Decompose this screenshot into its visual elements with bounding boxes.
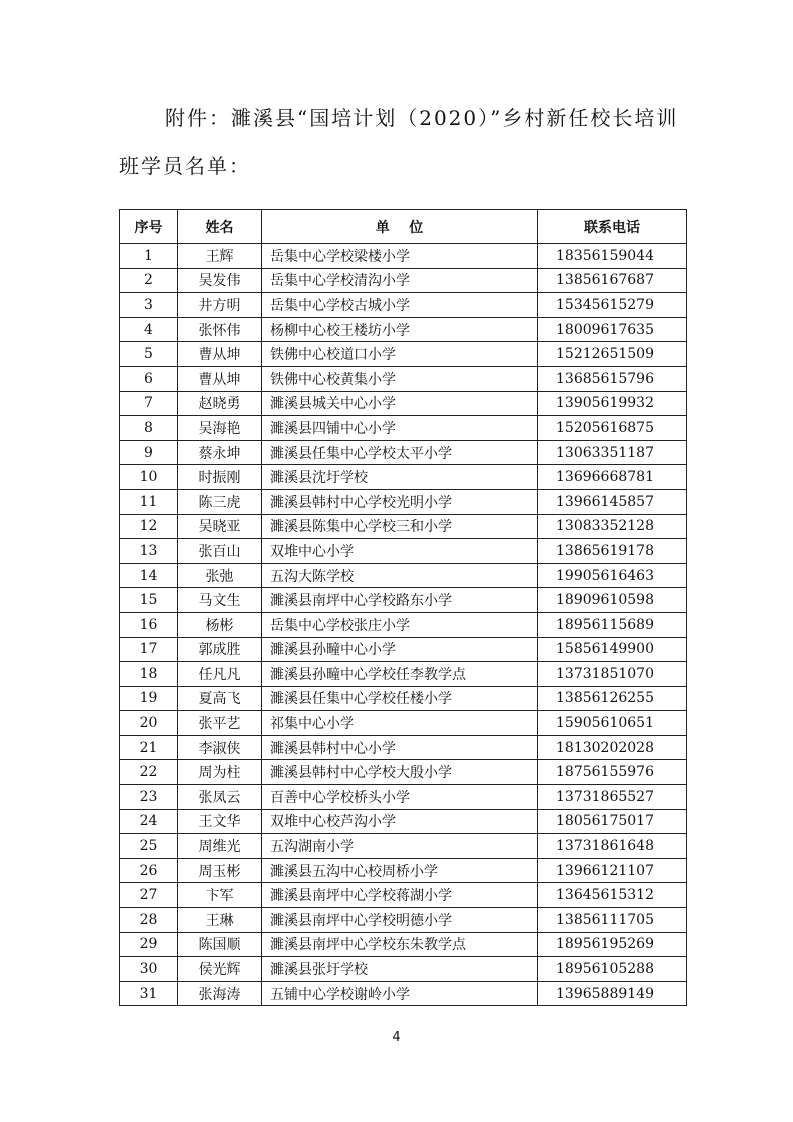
row-unit: 濉溪县南坪中心学校东朱教学点 <box>262 932 538 957</box>
row-phone: 13685615796 <box>538 366 687 391</box>
row-phone: 18056175017 <box>538 809 687 834</box>
title-line-2: 班学员名单： <box>119 154 251 178</box>
row-phone: 15345615279 <box>538 293 687 318</box>
table-row <box>120 317 687 342</box>
row-name: 周为柱 <box>178 760 262 785</box>
trainee-roster-table <box>119 209 687 1006</box>
row-name: 王琳 <box>178 908 262 933</box>
row-serial: 11 <box>120 489 178 514</box>
table-row <box>120 391 687 416</box>
row-name: 陈国顺 <box>178 932 262 957</box>
row-unit: 濉溪县城关中心小学 <box>262 391 538 416</box>
row-name: 周玉彬 <box>178 858 262 883</box>
row-unit: 祁集中心小学 <box>262 711 538 736</box>
header-name: 姓名 <box>178 210 262 244</box>
row-unit: 濉溪县韩村中心小学 <box>262 735 538 760</box>
table-row <box>120 563 687 588</box>
row-name: 王辉 <box>178 244 262 269</box>
row-phone: 13731861648 <box>538 834 687 859</box>
table-row <box>120 588 687 613</box>
row-serial: 24 <box>120 809 178 834</box>
row-serial: 8 <box>120 416 178 441</box>
table-row <box>120 612 687 637</box>
row-phone: 13731851070 <box>538 662 687 687</box>
table-row <box>120 539 687 564</box>
row-name: 任凡凡 <box>178 662 262 687</box>
row-phone: 13083352128 <box>538 514 687 539</box>
row-name: 夏高飞 <box>178 686 262 711</box>
row-serial: 30 <box>120 957 178 982</box>
row-serial: 28 <box>120 908 178 933</box>
row-unit: 濉溪县南坪中心学校路东小学 <box>262 588 538 613</box>
table-row <box>120 293 687 318</box>
row-name: 杨彬 <box>178 612 262 637</box>
header-unit: 单 位 <box>262 210 538 244</box>
header-phone: 联系电话 <box>538 210 687 244</box>
row-unit: 五沟大陈学校 <box>262 563 538 588</box>
row-phone: 15205616875 <box>538 416 687 441</box>
row-serial: 29 <box>120 932 178 957</box>
row-unit: 濉溪县沈圩学校 <box>262 465 538 490</box>
row-serial: 17 <box>120 637 178 662</box>
row-serial: 1 <box>120 244 178 269</box>
table-header-row <box>120 210 687 244</box>
row-unit: 濉溪县韩村中心学校大殷小学 <box>262 760 538 785</box>
table-row <box>120 908 687 933</box>
row-serial: 7 <box>120 391 178 416</box>
row-unit: 濉溪县孙疃中心小学 <box>262 637 538 662</box>
row-serial: 26 <box>120 858 178 883</box>
row-phone: 15905610651 <box>538 711 687 736</box>
table-row <box>120 883 687 908</box>
row-unit: 百善中心学校桥头小学 <box>262 785 538 810</box>
row-phone: 13965889149 <box>538 981 687 1006</box>
table-row <box>120 465 687 490</box>
row-serial: 5 <box>120 342 178 367</box>
row-phone: 13731865527 <box>538 785 687 810</box>
table-row <box>120 637 687 662</box>
row-serial: 15 <box>120 588 178 613</box>
row-serial: 22 <box>120 760 178 785</box>
table-row <box>120 489 687 514</box>
row-phone: 18956105288 <box>538 957 687 982</box>
table-row <box>120 858 687 883</box>
row-name: 马文生 <box>178 588 262 613</box>
row-serial: 18 <box>120 662 178 687</box>
table-row <box>120 686 687 711</box>
row-unit: 铁佛中心校黄集小学 <box>262 366 538 391</box>
row-phone: 18756155976 <box>538 760 687 785</box>
row-unit: 濉溪县孙疃中心学校任李教学点 <box>262 662 538 687</box>
row-name: 陈三虎 <box>178 489 262 514</box>
row-serial: 3 <box>120 293 178 318</box>
row-phone: 13856167687 <box>538 268 687 293</box>
row-name: 侯光辉 <box>178 957 262 982</box>
table-row <box>120 514 687 539</box>
row-unit: 濉溪县南坪中心学校蒋湖小学 <box>262 883 538 908</box>
row-unit: 濉溪县五沟中心校周桥小学 <box>262 858 538 883</box>
table-row <box>120 735 687 760</box>
table-row <box>120 244 687 269</box>
row-unit: 濉溪县南坪中心学校明德小学 <box>262 908 538 933</box>
table-row <box>120 440 687 465</box>
row-serial: 14 <box>120 563 178 588</box>
row-phone: 13856111705 <box>538 908 687 933</box>
row-phone: 13063351187 <box>538 440 687 465</box>
row-name: 吴发伟 <box>178 268 262 293</box>
row-serial: 6 <box>120 366 178 391</box>
row-phone: 18956195269 <box>538 932 687 957</box>
row-phone: 13645615312 <box>538 883 687 908</box>
row-phone: 18356159044 <box>538 244 687 269</box>
row-phone: 13966145857 <box>538 489 687 514</box>
row-unit: 杨柳中心校王楼坊小学 <box>262 317 538 342</box>
row-name: 郭成胜 <box>178 637 262 662</box>
row-name: 张怀伟 <box>178 317 262 342</box>
table-row <box>120 366 687 391</box>
row-serial: 2 <box>120 268 178 293</box>
row-unit: 濉溪县任集中心学校太平小学 <box>262 440 538 465</box>
row-name: 时振刚 <box>178 465 262 490</box>
row-serial: 20 <box>120 711 178 736</box>
row-serial: 9 <box>120 440 178 465</box>
table-row <box>120 981 687 1006</box>
table-row <box>120 785 687 810</box>
row-serial: 25 <box>120 834 178 859</box>
row-unit: 濉溪县任集中心学校任楼小学 <box>262 686 538 711</box>
row-unit: 五铺中心学校谢岭小学 <box>262 981 538 1006</box>
row-name: 周维光 <box>178 834 262 859</box>
row-serial: 27 <box>120 883 178 908</box>
row-name: 王文华 <box>178 809 262 834</box>
table-row <box>120 711 687 736</box>
row-name: 曹从坤 <box>178 342 262 367</box>
row-name: 李淑侠 <box>178 735 262 760</box>
row-serial: 23 <box>120 785 178 810</box>
table-row <box>120 342 687 367</box>
row-unit: 双堆中心小学 <box>262 539 538 564</box>
row-serial: 10 <box>120 465 178 490</box>
row-phone: 18130202028 <box>538 735 687 760</box>
row-name: 吴海艳 <box>178 416 262 441</box>
row-serial: 16 <box>120 612 178 637</box>
row-name: 张海涛 <box>178 981 262 1006</box>
row-serial: 4 <box>120 317 178 342</box>
table-row <box>120 809 687 834</box>
row-phone: 13865619178 <box>538 539 687 564</box>
table-row <box>120 662 687 687</box>
row-name: 赵晓勇 <box>178 391 262 416</box>
page-number: 4 <box>392 1030 401 1045</box>
row-serial: 13 <box>120 539 178 564</box>
row-unit: 濉溪县张圩学校 <box>262 957 538 982</box>
row-phone: 13696668781 <box>538 465 687 490</box>
row-phone: 13966121107 <box>538 858 687 883</box>
row-name: 井方明 <box>178 293 262 318</box>
table-row <box>120 760 687 785</box>
row-phone: 18909610598 <box>538 588 687 613</box>
row-unit: 濉溪县陈集中心学校三和小学 <box>262 514 538 539</box>
row-unit: 濉溪县韩村中心学校光明小学 <box>262 489 538 514</box>
row-name: 张凤云 <box>178 785 262 810</box>
row-name: 吴晓亚 <box>178 514 262 539</box>
row-unit: 铁佛中心校道口小学 <box>262 342 538 367</box>
row-serial: 21 <box>120 735 178 760</box>
table-row <box>120 268 687 293</box>
row-unit: 岳集中心学校梁楼小学 <box>262 244 538 269</box>
header-serial: 序号 <box>120 210 178 244</box>
row-phone: 13905619932 <box>538 391 687 416</box>
row-name: 张百山 <box>178 539 262 564</box>
table-row <box>120 932 687 957</box>
row-serial: 12 <box>120 514 178 539</box>
row-name: 张平艺 <box>178 711 262 736</box>
title-line-1: 附件：濉溪县“国培计划（2020）”乡村新任校长培训 <box>165 106 679 130</box>
row-unit: 岳集中心学校古城小学 <box>262 293 538 318</box>
table-row <box>120 416 687 441</box>
row-unit: 岳集中心学校张庄小学 <box>262 612 538 637</box>
row-name: 张弛 <box>178 563 262 588</box>
row-unit: 五沟湖南小学 <box>262 834 538 859</box>
row-unit: 岳集中心学校清沟小学 <box>262 268 538 293</box>
row-serial: 19 <box>120 686 178 711</box>
row-phone: 19905616463 <box>538 563 687 588</box>
row-phone: 18956115689 <box>538 612 687 637</box>
row-name: 曹从坤 <box>178 366 262 391</box>
row-name: 卞军 <box>178 883 262 908</box>
roster-body <box>120 244 687 1006</box>
row-phone: 13856126255 <box>538 686 687 711</box>
row-unit: 双堆中心校芦沟小学 <box>262 809 538 834</box>
row-name: 蔡永坤 <box>178 440 262 465</box>
row-serial: 31 <box>120 981 178 1006</box>
row-unit: 濉溪县四铺中心小学 <box>262 416 538 441</box>
row-phone: 15856149900 <box>538 637 687 662</box>
table-row <box>120 957 687 982</box>
row-phone: 18009617635 <box>538 317 687 342</box>
document-title <box>119 94 689 190</box>
table-row <box>120 834 687 859</box>
row-phone: 15212651509 <box>538 342 687 367</box>
